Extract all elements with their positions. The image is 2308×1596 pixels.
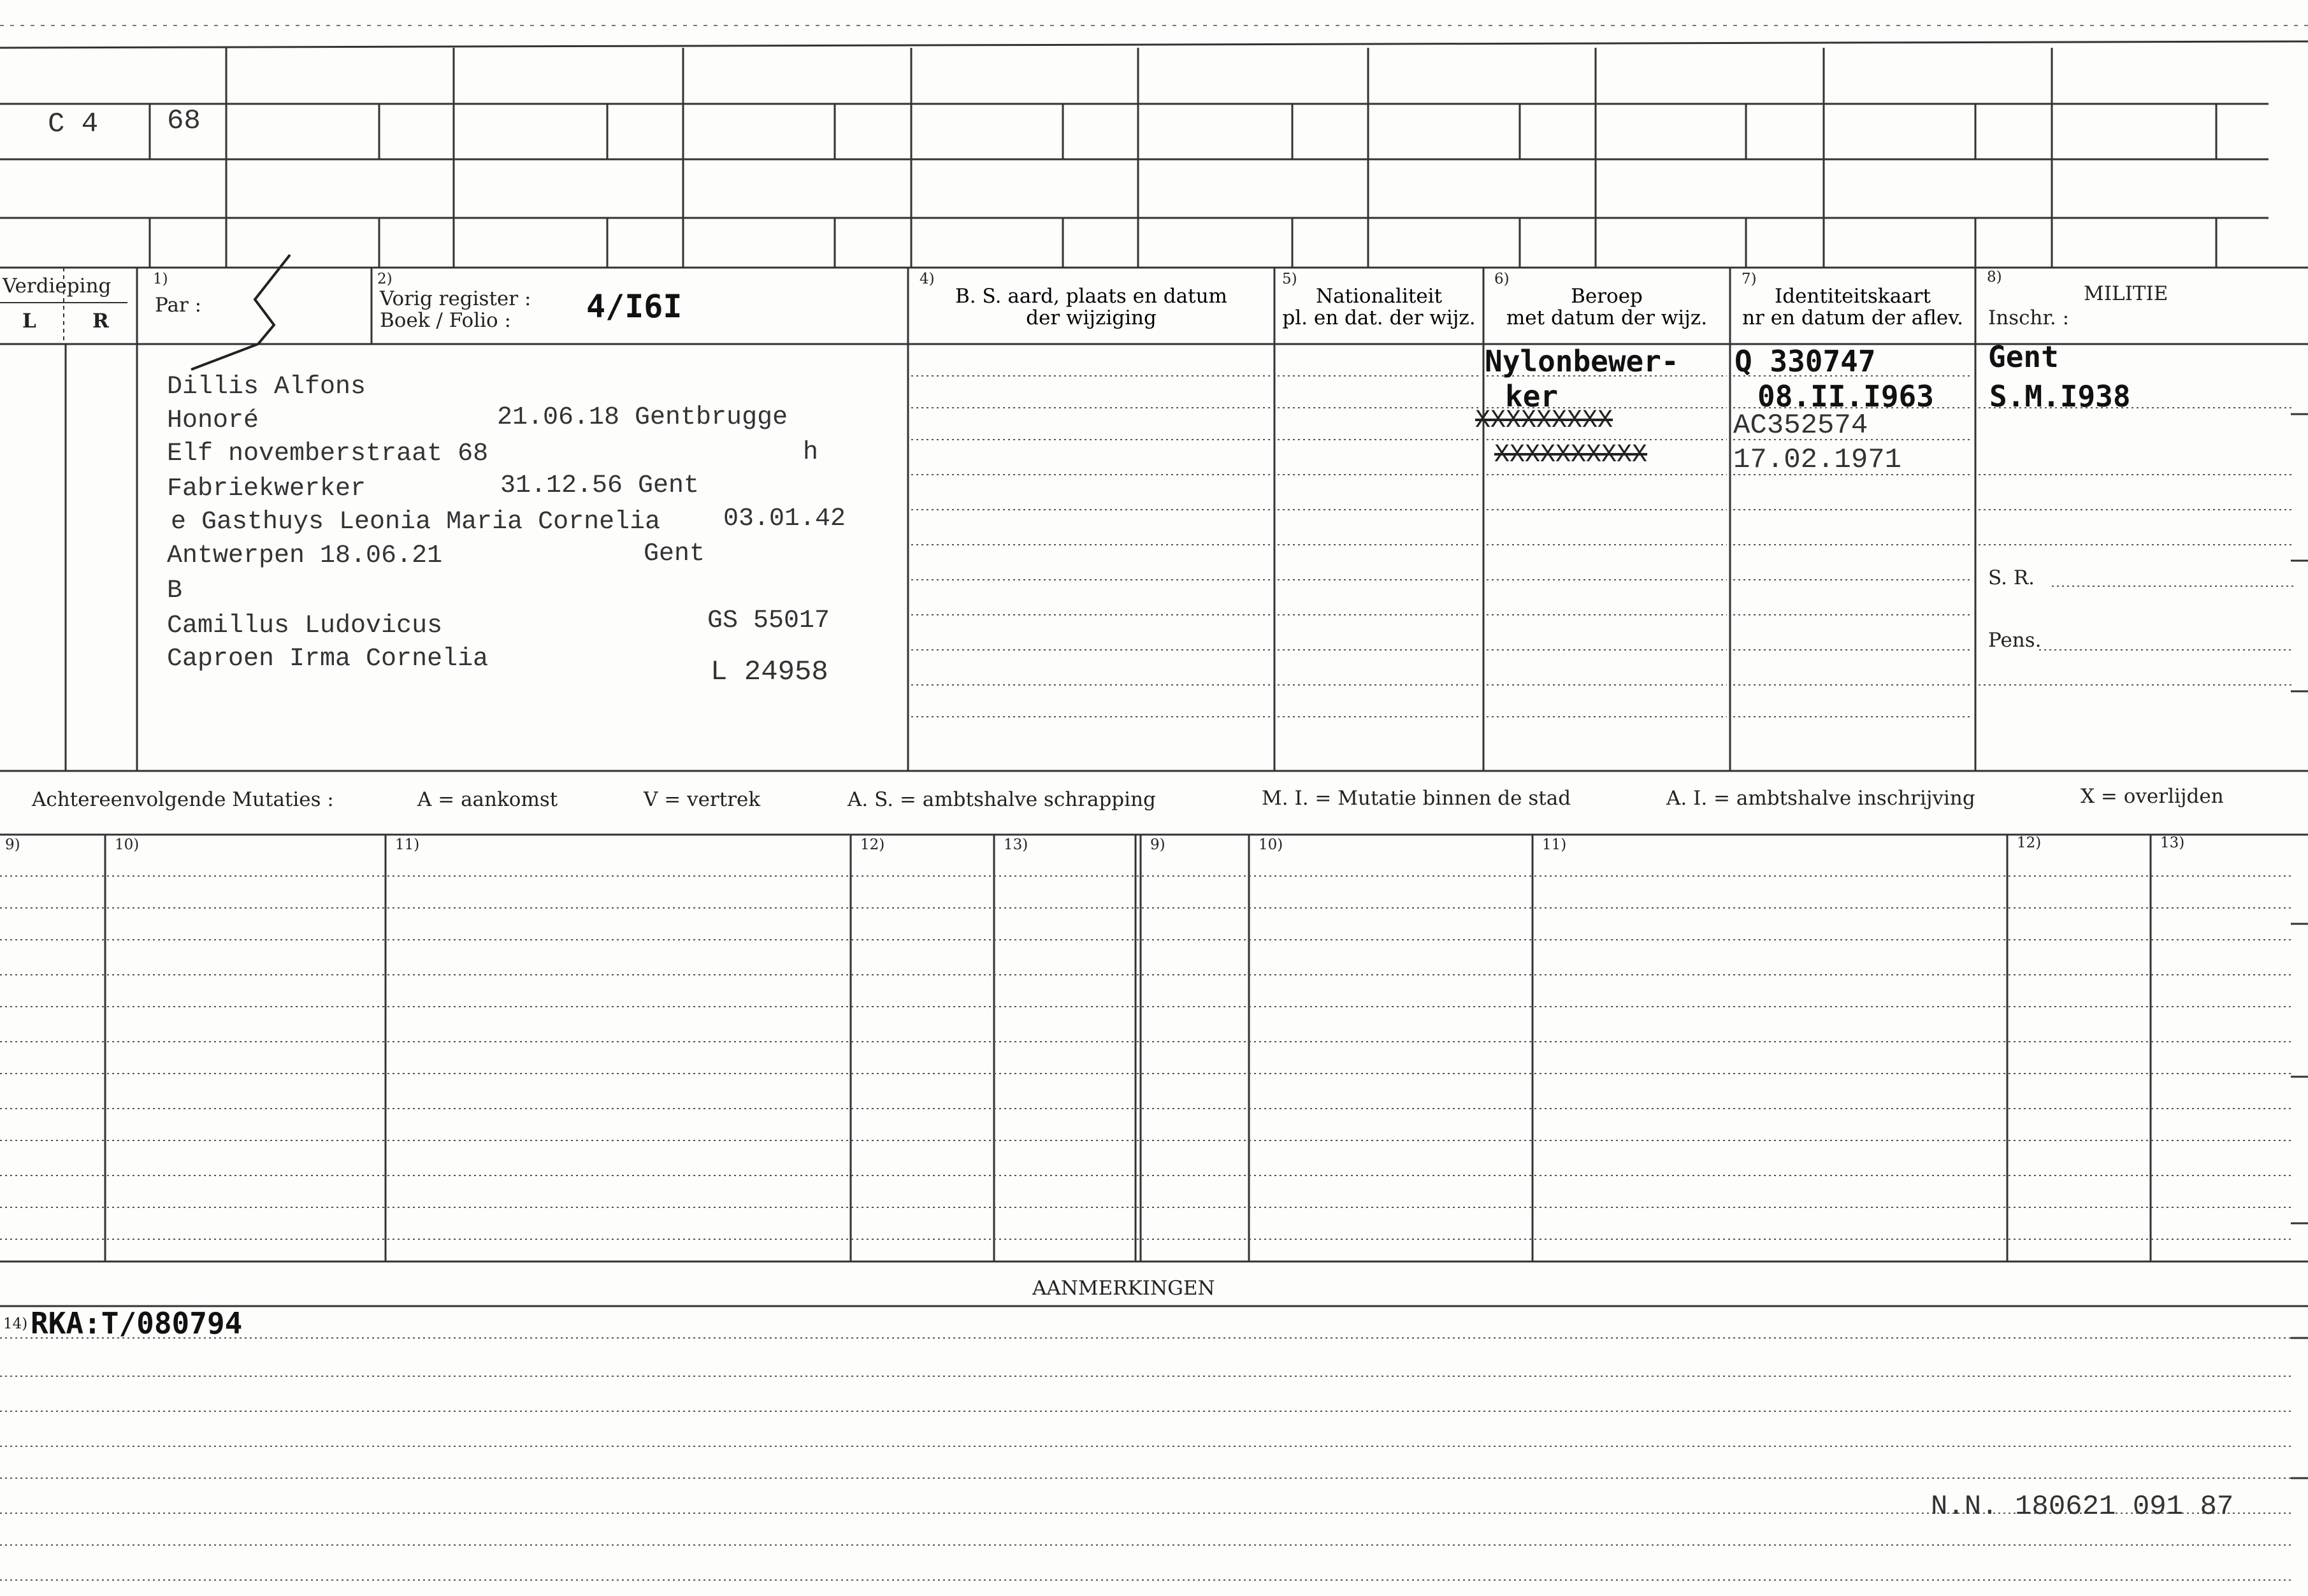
- mother-name: Caproen Irma Cornelia: [167, 645, 489, 673]
- mut-col-13a: 13): [1004, 837, 1028, 853]
- field-number-14: 14): [3, 1316, 28, 1332]
- mut-col-12b: 12): [2017, 835, 2042, 851]
- aanmerkingen-title: AANMERKINGEN: [1032, 1277, 1215, 1300]
- id-card-date: 08.II.I963: [1757, 379, 1934, 413]
- sr-label: S. R.: [1988, 566, 2035, 589]
- verdieping-label: Verdieping: [3, 275, 112, 298]
- verdieping-col-r: R: [92, 310, 109, 333]
- boek-folio-label: Boek / Folio :: [380, 309, 511, 332]
- father-code: GS 55017: [707, 607, 830, 635]
- spouse-birth: Antwerpen 18.06.21: [167, 542, 443, 570]
- legend-ai: A. I. = ambtshalve inschrijving: [1666, 787, 1975, 810]
- rka-reference: RKA:T/080794: [31, 1306, 243, 1341]
- mut-col-9b: 9): [1150, 837, 1165, 853]
- inschr-label: Inschr. :: [1988, 306, 2070, 329]
- legend-as: A. S. = ambtshalve schrapping: [847, 788, 1156, 811]
- field-number-8: 8): [1987, 269, 2002, 285]
- nationaliteit-label-line1: Nationaliteit: [1315, 285, 1443, 308]
- beroep-label-line2: met datum der wijz.: [1506, 306, 1708, 329]
- mut-col-9a: 9): [5, 837, 20, 853]
- legend-mi: M. I. = Mutatie binnen de stad: [1262, 787, 1571, 810]
- id-card-number-new: AC352574: [1733, 410, 1868, 442]
- mutaties-title: Achtereenvolgende Mutaties :: [32, 788, 334, 811]
- par-label: Par :: [155, 294, 202, 317]
- person-firstname: Honoré: [167, 406, 259, 435]
- top-grid-cell-b: 68: [167, 105, 201, 137]
- person-profession: Fabriekwerker: [167, 475, 366, 503]
- person-birth: 21.06.18 Gentbrugge: [497, 403, 788, 432]
- field-number-1: 1): [153, 271, 168, 287]
- militie-label: MILITIE: [2084, 282, 2168, 305]
- marriage-date: 03.01.42: [723, 505, 846, 533]
- militie-place: Gent: [1988, 340, 2059, 374]
- vorig-register-value: 4/I6I: [586, 288, 682, 325]
- legend-x: X = overlijden: [2081, 785, 2224, 808]
- nationality-letter: B: [167, 577, 183, 605]
- pens-label: Pens.: [1988, 629, 2042, 652]
- mut-col-10a: 10): [115, 837, 140, 853]
- legend-v: V = vertrek: [644, 788, 761, 811]
- mut-col-11a: 11): [395, 837, 420, 853]
- identiteit-label-line1: Identiteitskaart: [1775, 285, 1931, 308]
- id-card-date-new: 17.02.1971: [1733, 444, 1902, 476]
- person-address: Elf novemberstraat 68: [167, 440, 489, 468]
- beroep-struck-line1: XXXXXXXXX: [1475, 406, 1613, 435]
- bs-label-line2: der wijziging: [1026, 306, 1157, 329]
- person-address-mark: h: [803, 438, 819, 467]
- spouse-name: e Gasthuys Leonia Maria Cornelia: [171, 508, 661, 536]
- national-number: N.N. 180621 091 87: [1931, 1491, 2234, 1523]
- militie-class: S.M.I938: [1989, 379, 2131, 413]
- verdieping-col-l: L: [22, 310, 36, 333]
- father-name: Camillus Ludovicus: [167, 612, 443, 640]
- handwritten-arrow-mark: [191, 255, 290, 370]
- id-card-number: Q 330747: [1735, 344, 1876, 378]
- field-number-4: 4): [920, 271, 935, 287]
- top-grid-cell-a: C 4: [48, 108, 99, 140]
- mother-code: L 24958: [710, 656, 828, 688]
- beroep-value-line2: ker: [1505, 379, 1559, 413]
- beroep-label-line1: Beroep: [1571, 285, 1643, 308]
- nationaliteit-label-line2: pl. en dat. der wijz.: [1282, 306, 1476, 329]
- beroep-value-line1: Nylonbewer-: [1485, 344, 1679, 378]
- spouse-birth-place: Gent: [644, 540, 705, 568]
- bs-label-line1: B. S. aard, plaats en datum: [955, 285, 1227, 308]
- identiteit-label-line2: nr en datum der aflev.: [1742, 306, 1963, 329]
- mut-col-10b: 10): [1259, 837, 1283, 853]
- field-number-2: 2): [377, 271, 393, 287]
- field-number-7: 7): [1742, 271, 1757, 287]
- field-number-5: 5): [1282, 271, 1297, 287]
- vorig-register-label: Vorig register :: [380, 287, 531, 310]
- mut-col-12a: 12): [860, 837, 885, 853]
- field-number-6: 6): [1494, 271, 1510, 287]
- mut-col-13b: 13): [2160, 835, 2185, 851]
- person-profession-date: 31.12.56 Gent: [500, 471, 700, 500]
- mut-col-11b: 11): [1542, 837, 1567, 853]
- beroep-struck-line2: XXXXXXXXXX: [1494, 441, 1648, 470]
- person-name: Dillis Alfons: [167, 373, 366, 401]
- legend-a: A = aankomst: [417, 788, 558, 811]
